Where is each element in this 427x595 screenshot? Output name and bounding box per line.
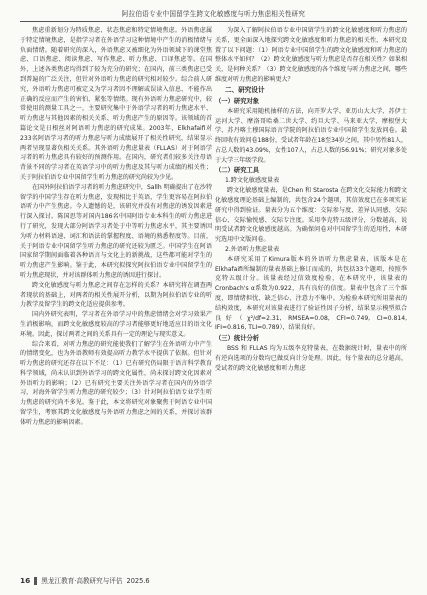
running-title: 阿拉伯语专业中国留学生跨文化敏感度与听力焦虑相关性研究 [121,10,306,18]
section-heading: （三）统计分析 [215,334,260,342]
paragraph: BSS 和 FLLAS 均为五级李克特量表，在数据统计时，量表中的所有逆向选项的分数均已做反向计分处理。因此，每个量表的总分越高，受试者的跨文化敏感度和听力焦虑 [215,345,407,372]
paragraph: 在国外阿拉伯语学习者的听力焦虑研究中，Sallh 明确提出了在沙特留学的中国学生存在听力焦虑，发现相比于英语，学生更容易在阿拉伯语听力中产生焦虑。今人遗憾的是，该研究并没有对焦虑的诱发因素进行深入探讨。陈国思等对国内186名中国阿语专业本科生的听力焦虑进行了研究，发现大部分阿语学习者处于中等听力焦虑水平，其主要诱因为听力材料语速、词汇和语法的掌握程度、语境的熟悉程度等。目前，关于阿语专业中国留学生听力焦虑的研究还较为匮乏。中国学生在阿语国家留学期间面临着各种语言与文化上的新挑战，这些都可能对学生的听力焦虑产生影响。鉴于此，本研究拟探究阿拉伯语专业中国留学生的听力焦虑现状，并对该群体听力焦虑的诱因进行探讨。 [20,183,212,279]
paragraph: 国内外研究表明，学习者在外语学习中的焦虑情绪会对学习效果产生消极影响，而跨文化敏感度较高的学习者能够更好地适应目的语文化环境。因此，探讨两者之间的关系具有一定的理论与现实意义。 [20,311,212,338]
paragraph: 为深入了解阿拉伯语专业中国留学生的跨文化敏感度和听力焦虑的关系，更全面深入地探究跨文化敏感度和听力焦虑的相关性，本研究设置了以下问题：（1）阿语专业中国留学生的跨文化敏感度和听力焦虑的整体水平如何？（2）跨文化敏感度与听力焦虑是否存在相关性？如果相关，是何种关系？（3）跨文化敏感度的各个维度与听力焦虑之间，哪些维度对听力焦虑的影响更大？ [215,27,407,83]
page-number: 16 [20,576,31,585]
header-rule [20,21,407,22]
issue-label: 2025.6 [126,577,150,585]
section-heading: 2.外语听力焦虑量表 [225,246,280,254]
left-column [20,26,212,428]
paragraph: 本研究采用随机抽样的方法，向开罗大学、亚历山大大学、苏伊士运河大学、摩洛哥哈桑二世大学、约旦大学、马来亚大学、摩根堡大学、苏丹喀土穆国际语言学院的阿拉伯语专业中国留学生发放问卷。最终回收有效问卷188份，受试者年龄在18至34岁之间，其中男性81人，占总人数的43.09%，女性107人，占总人数的56.91%；研究对象多处于大学三年级学段。 [215,107,407,164]
paragraph: 本研究采用了Kimura版本的外语听力焦虑量表，该版本是在Elkhafaifi所编制的量表基础上修订而成的，共包括33个题项，按照李克特五级计分。该量表经过信效度检验，在本研究中，该量表的Cronbach's α系数为0.922，具有良好的信度。量表中包含了三个维度，即情绪担忧、缺乏信心、注意力不集中。为检验本研究所用量表的结构效度，本研究对该量表进行了验证性因子分析，结果显示模型拟合良好（χ²/df=2.31, RMSEA=0.08, CFI=0.749, CI=0.814, IFI=0.816, TLI=0.789），结果良好。 [215,255,407,332]
paragraph: 跨文化敏感度与听力焦虑之间存在怎样的关系？本研究将在调查两者现状的基础上，对两者的相关性展开分析，以期为阿拉伯语专业的听力教学及留学生的跨文化适应提供参考。 [20,281,212,309]
paragraph: 综合来看，对听力焦虑的研究能使我们了解学生在外语听力中产生的情绪变化，也为外语教师有效提高听力教学水平提供了依据。但针对听力焦虑的研究还存在以下不足：（1）已有研究仍局限于语言科学教育科学领域，尚未认识到外语学习的跨文化属性，尚未探讨跨文化因素对外语听力的影响；（2）已有研究主要关注外语学习者在国内的外语学习，对海外留学生听力焦虑的研究较少；（3）针对阿拉伯语专业学生听力焦虑的研究尚不多见。鉴于此，本文将研究对象聚焦于阿语专业中国留学生，考察其跨文化敏感度与外语听力焦虑之间的关系，并探讨该群体听力焦虑的影响因素。 [20,340,212,426]
page-footer [20,575,150,587]
section-heading: 二、研究设计 [225,85,265,94]
right-column [215,26,407,373]
paragraph: 跨文化敏感度量表，是Chen 和 Starosta 在跨文化交际能力和跨文化敏感度理论基础上编制的，共包含24个题项，其信效度已在多项实证研究中得到验证。量表分为五个维度：交际参与度、差异认同感、交际信心、交际愉悦感、交际专注度。采用李克特五级评分，分数越高，说明受试者跨文化敏感度越高。为确保问卷对中国留学生的适用性，本研究选用中文版问卷。 [215,187,407,244]
section-heading: （二）研究工具 [215,167,260,175]
journal-name: 黑龙江教育·高教研究与评估 [41,577,123,585]
paragraph: 焦虑重新划分为特质焦虑、状态焦虑和特定情境焦虑。外语焦虑属于特定情境焦虑，是指学习者在外语学习这种情境中产生的消极情绪与负面情绪。随着研究的深入，外语焦虑又被细化为外语领域下的课堂焦虑、口语焦虑、阅读焦虑、写作焦虑、听力焦虑、口译焦虑等。在国外，上述各类焦虑均得到了较为充分的研究；在国内，前三类焦虑已受到普遍的广泛关注，但针对外语听力焦虑的研究相对较少。综合前人研究，外语听力焦虑可被定义为学习者因不理解或误读入信息、不能作出正确的反应而产生的害怕、紧张等情绪。现有外语听力焦虑研究中，较常使用的测量工具之一，主要研究集中于外语学习者的听力焦虑水平、听力焦虑与其他因素的相关关系、听力焦虑产生的原因等。该领域的首篇论文是日根丝对阿语听力焦虑的研究成果。2003年，Elkhafaifi对233名阿语学习者的听力焦虑与听力成绩展开了相关性研究，结果显示两者呈现显著负相关关系。其外语听力焦虑量表（FLLAS）对于阿语学习者的听力焦虑具有较好的预测作用。在国内，研究者们较多关注母语背景不同的学习者在英语学习中的听力焦虑及其与听力成绩的相关性；关于阿拉伯语专业中国留学生听力焦虑的研究尚较为少见。 [20,27,212,181]
footer-separator [34,577,37,585]
section-heading: （一）研究对象 [215,97,260,105]
section-heading: 1.跨文化敏感度量表 [225,177,280,185]
